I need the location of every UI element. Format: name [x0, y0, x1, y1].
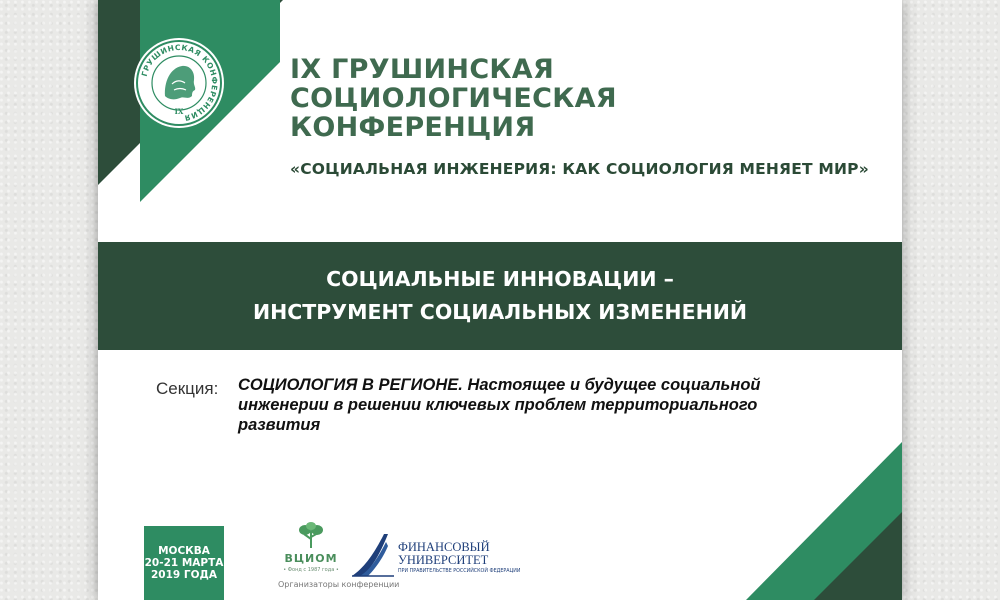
topic-banner [98, 242, 902, 350]
topic-banner-line: ИНСТРУМЕНТ СОЦИАЛЬНЫХ ИЗМЕНЕНИЙ [252, 300, 748, 324]
logo-ring-text: ГРУШИНСКАЯ КОНФЕРЕНЦИЯ [139, 42, 220, 123]
conference-title [290, 55, 617, 142]
conference-title-line: СОЦИОЛОГИЧЕСКАЯ [290, 83, 617, 114]
event-dates: 20-21 МАРТА [144, 557, 224, 569]
vciom-tree-icon [278, 522, 344, 552]
conference-logo [134, 38, 224, 128]
conference-title-line: КОНФЕРЕНЦИЯ [290, 112, 536, 143]
event-date-box [144, 526, 224, 600]
financial-university-logo [350, 532, 521, 580]
vciom-tagline: • Фонд с 1987 года • [283, 567, 339, 573]
section-title: СОЦИОЛОГИЯ В РЕГИОНЕ. Настоящее и будущее социальной инженерии в решении ключевых проблем территориального развития [238, 376, 761, 434]
financial-university-name-line: УНИВЕРСИТЕТ [398, 553, 489, 567]
event-city: МОСКВА [158, 545, 210, 557]
slide [98, 0, 902, 600]
conference-subtitle: «СОЦИАЛЬНАЯ ИНЖЕНЕРИЯ: КАК СОЦИОЛОГИЯ МЕНЯЕТ МИР» [290, 160, 869, 178]
financial-university-name [398, 541, 490, 567]
conference-title-line: IX ГРУШИНСКАЯ [290, 54, 555, 85]
vciom-name: ВЦИОМ [284, 552, 338, 565]
financial-university-emblem-icon [350, 532, 396, 578]
financial-university-subtitle: ПРИ ПРАВИТЕЛЬСТВЕ РОССИЙСКОЙ ФЕДЕРАЦИИ [398, 569, 521, 574]
organizers-caption: Организаторы конференции [278, 580, 400, 589]
vciom-logo [278, 522, 344, 578]
topic-banner-line: СОЦИАЛЬНЫЕ ИННОВАЦИИ – [326, 267, 674, 291]
event-year: 2019 ГОДА [151, 569, 217, 581]
conference-logo-emblem [134, 38, 224, 128]
logo-numeral: IX [174, 107, 184, 116]
section-label: Секция: [156, 379, 219, 398]
financial-university-name-line: ФИНАНСОВЫЙ [398, 540, 490, 554]
